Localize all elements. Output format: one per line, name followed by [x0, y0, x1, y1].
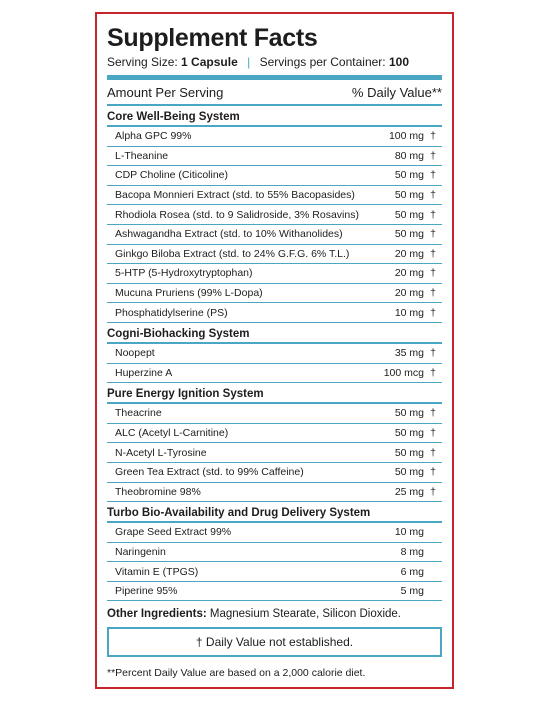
daily-value-mark: †: [430, 347, 436, 360]
daily-value-note: † Daily Value not established.: [195, 635, 354, 650]
amount-per-serving-label: Amount Per Serving: [107, 85, 224, 100]
ingredient-name: CDP Choline (Citicoline): [115, 169, 229, 182]
ingredient-row: [107, 463, 442, 483]
ingredient-amount: 50 mg: [394, 208, 424, 221]
serving-size-value: 1 Capsule: [181, 55, 238, 69]
ingredient-amount: 100 mcg: [383, 366, 424, 379]
section-heading: Pure Energy Ignition System: [107, 388, 264, 401]
daily-value-mark: †: [430, 149, 436, 162]
ingredient-amount: 100 mg: [388, 130, 424, 143]
ingredient-row: [107, 344, 442, 364]
ingredient-row: [107, 186, 442, 206]
ingredient-name: ALC (Acetyl L-Carnitine): [115, 427, 229, 440]
ingredient-row: [107, 424, 442, 444]
ingredient-name: N-Acetyl L-Tyrosine: [115, 446, 207, 459]
ingredient-amount: 20 mg: [394, 267, 424, 280]
ingredient-name: Green Tea Extract (std. to 99% Caffeine): [115, 466, 304, 479]
footnote: **Percent Daily Value are based on a 2,000 calorie diet.: [107, 667, 366, 680]
panel-content: [107, 14, 442, 679]
column-header: [107, 80, 442, 102]
daily-value-mark: †: [430, 306, 436, 319]
ingredient-amount: 50 mg: [394, 446, 424, 459]
ingredient-row: [107, 483, 442, 503]
other-ingredients-value: Magnesium Stearate, Silicon Dioxide.: [206, 608, 402, 621]
ingredient-row: [107, 264, 442, 284]
ingredient-amount: 50 mg: [394, 228, 424, 241]
daily-value-mark: †: [430, 427, 436, 440]
ingredient-name: 5-HTP (5-Hydroxytryptophan): [115, 267, 253, 280]
ingredient-amount: 50 mg: [394, 189, 424, 202]
servings-container-label: Servings per Container:: [259, 55, 386, 69]
ingredient-row: [107, 205, 442, 225]
daily-value-mark: †: [430, 130, 436, 143]
ingredient-name: Rhodiola Rosea (std. to 9 Salidroside, 3% Rosavins): [115, 208, 359, 221]
section-heading: Cogni-Biohacking System: [107, 327, 250, 340]
daily-value-mark: †: [430, 287, 436, 300]
other-ingredients-label: Other Ingredients:: [107, 608, 207, 621]
ingredient-row: [107, 443, 442, 463]
serving-separator: |: [247, 55, 251, 69]
daily-value-note-box: [107, 627, 442, 657]
ingredient-amount: 8 mg: [400, 545, 424, 558]
ingredient-name: Piperine 95%: [115, 585, 178, 598]
ingredient-row: [107, 404, 442, 424]
daily-value-mark: †: [430, 208, 436, 221]
serving-size-label: Serving Size:: [107, 55, 178, 69]
ingredient-row: [107, 127, 442, 147]
ingredient-amount: 50 mg: [394, 169, 424, 182]
panel-title: Supplement Facts: [107, 24, 318, 52]
daily-value-mark: †: [430, 466, 436, 479]
daily-value-mark: †: [430, 446, 436, 459]
ingredient-amount: 50 mg: [394, 407, 424, 420]
ingredient-amount: 80 mg: [394, 149, 424, 162]
daily-value-mark: †: [430, 267, 436, 280]
daily-value-mark: †: [430, 407, 436, 420]
daily-value-mark: †: [430, 228, 436, 241]
daily-value-label: % Daily Value**: [351, 85, 442, 100]
ingredient-name: Phosphatidylserine (PS): [115, 306, 228, 319]
ingredient-amount: 50 mg: [394, 427, 424, 440]
ingredient-row: [107, 284, 442, 304]
supplement-facts-panel: [95, 12, 454, 689]
servings-container-value: 100: [388, 55, 410, 69]
ingredient-row: [107, 523, 442, 543]
ingredient-name: Grape Seed Extract 99%: [115, 526, 232, 539]
ingredient-name: Naringenin: [115, 545, 166, 558]
ingredient-amount: 25 mg: [394, 485, 424, 498]
ingredient-name: Vitamin E (TPGS): [115, 565, 199, 578]
ingredient-row: [107, 245, 442, 265]
daily-value-mark: †: [430, 169, 436, 182]
ingredient-name: Ginkgo Biloba Extract (std. to 24% G.F.G. 6% T.L.): [115, 247, 350, 260]
ingredient-name: Huperzine A: [115, 366, 173, 379]
ingredient-row: [107, 303, 442, 323]
daily-value-mark: †: [430, 247, 436, 260]
ingredient-amount: 10 mg: [394, 526, 424, 539]
ingredient-amount: 5 mg: [400, 585, 424, 598]
section-heading: Core Well-Being System: [107, 111, 240, 123]
ingredient-amount: 35 mg: [394, 347, 424, 360]
daily-value-mark: †: [430, 366, 436, 379]
ingredient-row: [107, 147, 442, 167]
ingredient-name: Noopept: [115, 347, 155, 360]
ingredient-row: [107, 364, 442, 384]
ingredient-name: Mucuna Pruriens (99% L-Dopa): [115, 287, 263, 300]
daily-value-mark: †: [430, 485, 436, 498]
ingredient-name: Theacrine: [115, 407, 162, 420]
header-divider: [107, 104, 442, 106]
ingredient-amount: 6 mg: [400, 565, 424, 578]
ingredient-name: Alpha GPC 99%: [115, 130, 192, 143]
ingredient-name: Theobromine 98%: [115, 485, 201, 498]
ingredient-row: [107, 166, 442, 186]
ingredient-sections: [107, 109, 442, 601]
ingredient-name: L-Theanine: [115, 149, 169, 162]
daily-value-mark: †: [430, 189, 436, 202]
ingredient-row: [107, 543, 442, 563]
ingredient-name: Bacopa Monnieri Extract (std. to 55% Bacopasides): [115, 189, 355, 202]
serving-info: [107, 54, 442, 70]
ingredient-row: [107, 562, 442, 582]
ingredient-row: [107, 225, 442, 245]
ingredient-amount: 50 mg: [394, 466, 424, 479]
ingredient-amount: 20 mg: [394, 287, 424, 300]
ingredient-amount: 20 mg: [394, 247, 424, 260]
other-ingredients: [107, 606, 442, 622]
ingredient-name: Ashwagandha Extract (std. to 10% Withanolides): [115, 228, 343, 241]
ingredient-amount: 10 mg: [394, 306, 424, 319]
ingredient-row: [107, 582, 442, 602]
section-heading: Turbo Bio-Availability and Drug Delivery System: [107, 507, 371, 520]
